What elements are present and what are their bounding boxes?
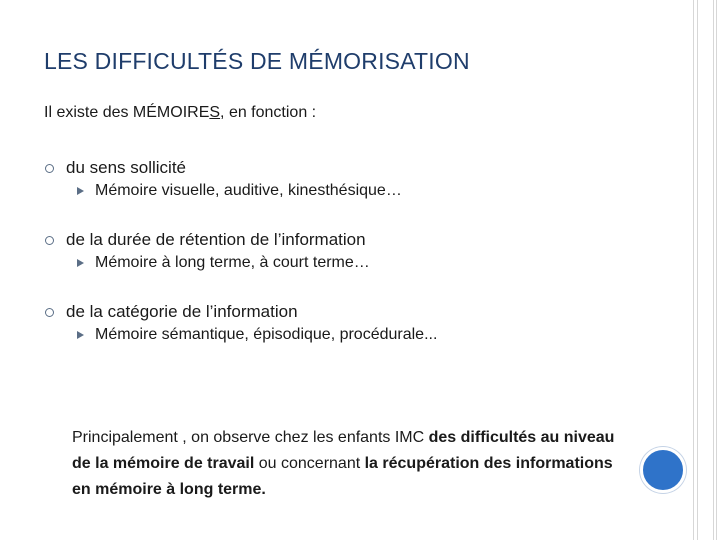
rail-line: [716, 0, 717, 540]
ring-bullet-icon: [45, 164, 54, 173]
bullet-item: [44, 158, 664, 201]
intro-text: [44, 104, 316, 122]
rail-line: [693, 0, 694, 540]
sub-bullet: [44, 325, 664, 345]
ring-bullet-icon: [45, 236, 54, 245]
rail-line: [713, 0, 714, 540]
sub-bullet: [44, 253, 664, 273]
arrow-bullet-icon: [77, 259, 84, 267]
intro-underlined: S: [209, 104, 221, 121]
intro-before: Il existe des MÉMOIRE: [44, 104, 210, 121]
conclusion-bold: la récupération des informations en mémoire à long terme.: [72, 455, 613, 498]
bullet-item: [44, 302, 664, 345]
bullet-text: de la durée de rétention de l’information: [66, 230, 366, 249]
bullet-item: [44, 230, 664, 273]
conclusion-bold: des difficultés au niveau de la mémoire de travail: [72, 429, 615, 472]
sub-bullet-text: Mémoire sémantique, épisodique, procédurale...: [95, 326, 438, 343]
decorative-side-rail: [693, 0, 717, 540]
sub-bullet-text: Mémoire à long terme, à court terme…: [95, 254, 370, 271]
sub-bullet: [44, 181, 664, 201]
sub-bullet-text: Mémoire visuelle, auditive, kinesthésique…: [95, 182, 402, 199]
bullet-list: [44, 158, 664, 374]
decorative-circle-icon: [640, 447, 686, 493]
slide-title: LES DIFFICULTÉS DE MÉMORISATION: [44, 48, 470, 74]
conclusion-text: ou concernant: [254, 455, 365, 472]
rail-line: [697, 0, 698, 540]
arrow-bullet-icon: [77, 331, 84, 339]
bullet-text: de la catégorie de l’information: [66, 302, 298, 321]
conclusion-text: Principalement , on observe chez les enfants IMC: [72, 429, 429, 446]
ring-bullet-icon: [45, 308, 54, 317]
conclusion-paragraph: [72, 425, 632, 503]
intro-after: , en fonction :: [220, 104, 317, 121]
arrow-bullet-icon: [77, 187, 84, 195]
bullet-text: du sens sollicité: [66, 158, 187, 177]
